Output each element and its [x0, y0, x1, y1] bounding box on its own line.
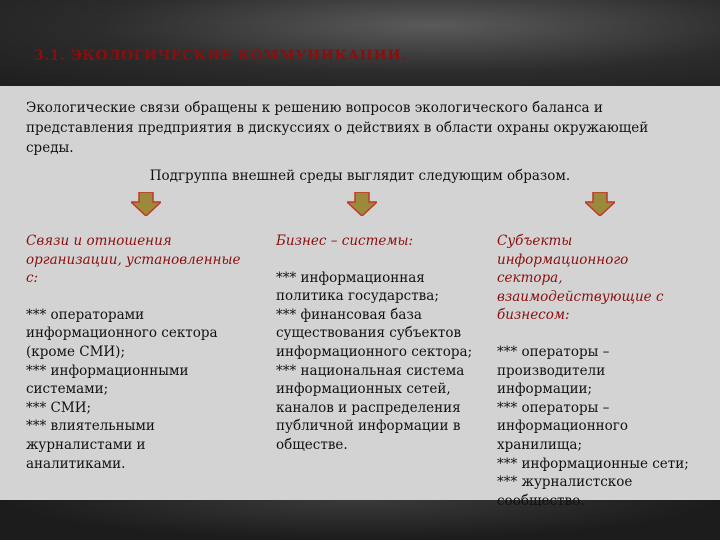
list-item: *** информационная политика государства; — [276, 269, 439, 305]
column-heading: Бизнес – системы: — [276, 233, 414, 249]
list-item: *** информационные сети; — [497, 455, 689, 472]
column-items — [26, 306, 241, 473]
down-arrow-icon — [347, 192, 377, 216]
list-item: *** операторы – производители информации; — [497, 343, 610, 398]
list-item: *** операторами информационного сектора (кроме СМИ); — [26, 306, 218, 360]
list-item: *** информационными системами; — [26, 362, 189, 398]
column-info-subjects — [497, 232, 697, 510]
column-items — [497, 343, 697, 510]
list-item: *** СМИ; — [26, 399, 92, 416]
column-heading: Связи и отношения организации, установленные с: — [26, 233, 241, 287]
title-band — [0, 0, 720, 86]
down-arrow-icon — [131, 192, 161, 216]
list-item: *** журналистское сообщество. — [497, 474, 633, 509]
down-arrow-icon — [585, 192, 615, 216]
column-heading: Субъекты информационного сектора, взаимодействующие с бизнесом: — [497, 233, 664, 324]
list-item: *** национальная система информационных сетей, каналов и распределения публичной информации в обществе. — [276, 362, 465, 453]
subheading: Подгруппа внешней среды выглядит следующим образом. — [149, 168, 571, 184]
column-items — [276, 269, 481, 455]
column-relations — [26, 232, 241, 473]
list-item: *** финансовая база существования субъектов информационного сектора; — [276, 306, 473, 360]
intro-paragraph: Экологические связи обращены к решению вопросов экологического баланса и представления предприятия в дискуссиях о действиях в области охраны окружающей среды. — [26, 100, 649, 156]
column-business-systems — [276, 232, 481, 455]
list-item: *** влиятельными журналистами и аналитиками. — [26, 418, 155, 472]
slide-title: 3.1. ЭКОЛОГИЧЕСКИЕ КОММУНИКАЦИИ. — [34, 48, 407, 64]
list-item: *** операторы – информационного хранилища; — [497, 399, 629, 453]
